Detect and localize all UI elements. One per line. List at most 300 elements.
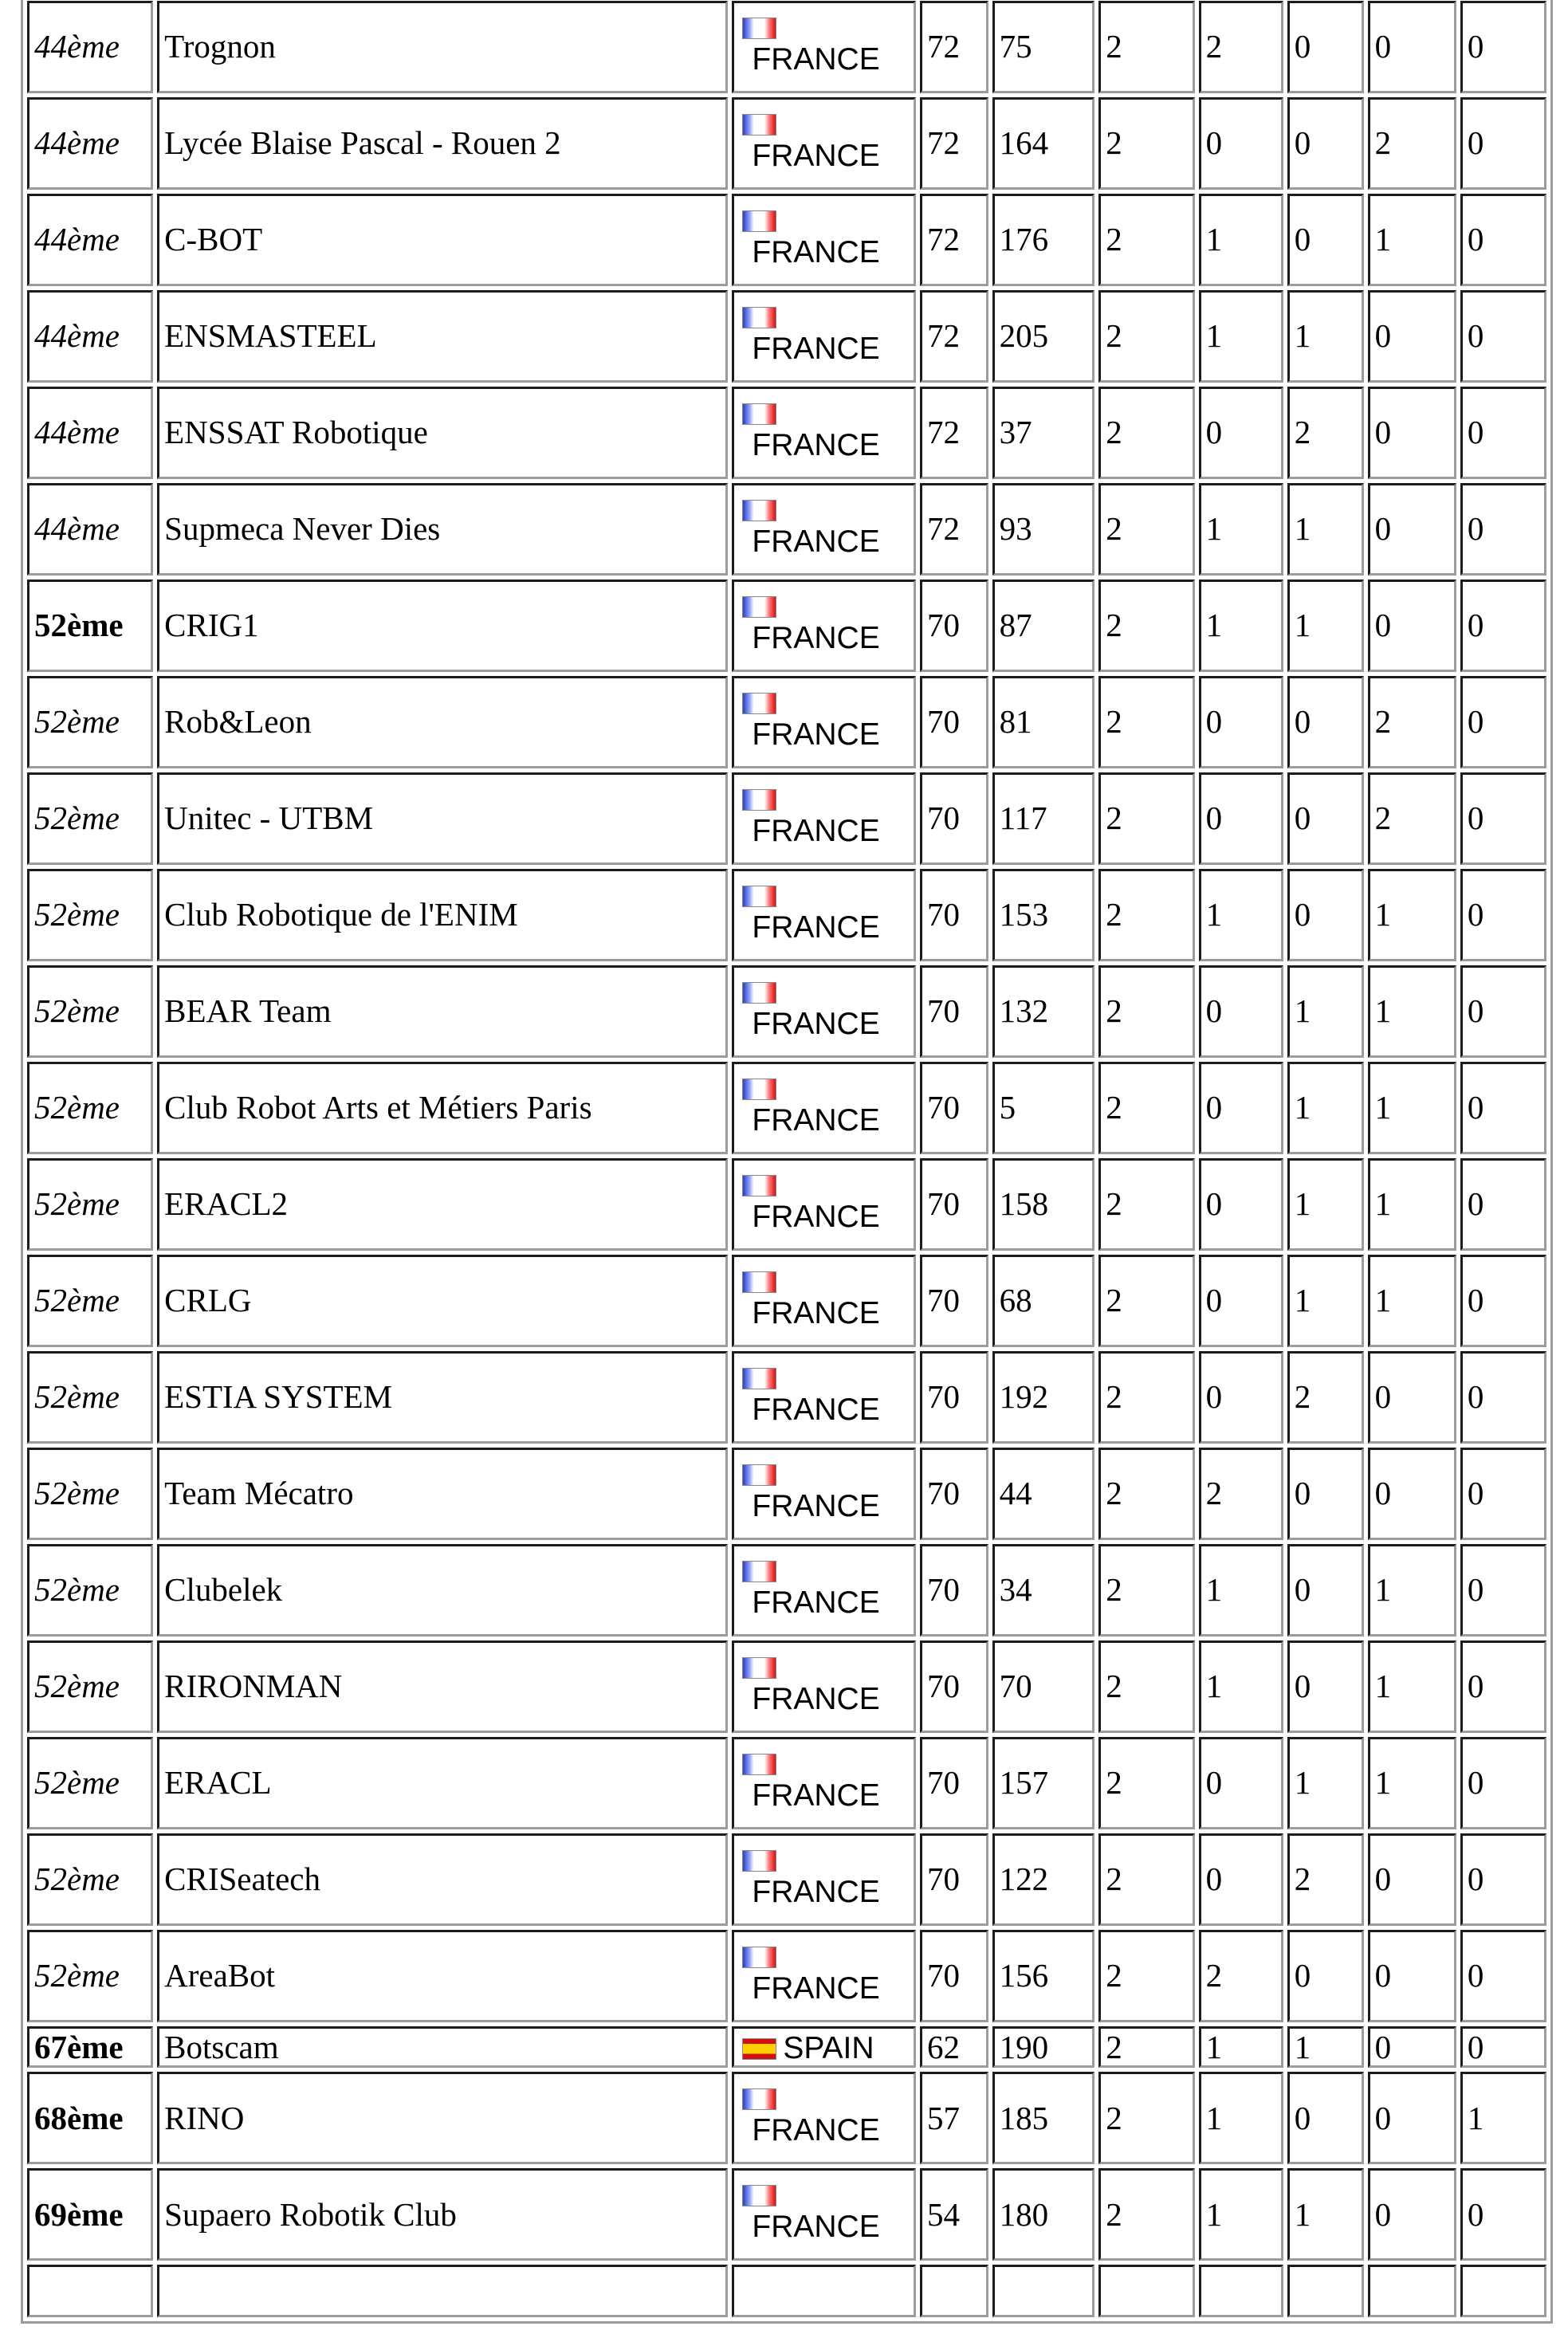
country-cell bbox=[732, 1062, 916, 1154]
table-row bbox=[27, 1255, 1546, 1347]
stat-c5-cell: 0 bbox=[1460, 1737, 1546, 1829]
points-cell: 70 bbox=[920, 772, 988, 865]
france-flag-icon bbox=[742, 886, 776, 907]
points-cell: 72 bbox=[920, 483, 988, 576]
stat-c4-cell: 0 bbox=[1368, 580, 1456, 672]
stat-c3-cell: 0 bbox=[1287, 2072, 1364, 2164]
rank-cell: 52ème bbox=[27, 1062, 153, 1154]
france-flag-icon bbox=[742, 1561, 776, 1582]
team-name-cell: CRIG1 bbox=[157, 580, 728, 672]
stat-c2-cell: 0 bbox=[1199, 387, 1283, 479]
table-row bbox=[27, 1062, 1546, 1154]
table-row bbox=[27, 2265, 1546, 2317]
stat-c5-cell: 0 bbox=[1460, 1930, 1546, 2022]
stat-c4-cell: 1 bbox=[1368, 1062, 1456, 1154]
points-cell: 70 bbox=[920, 1640, 988, 1733]
country-cell bbox=[732, 1158, 916, 1251]
team-name-cell: C-BOT bbox=[157, 194, 728, 286]
stat-c1-cell: 2 bbox=[1098, 2072, 1194, 2164]
stat-c5-cell: 1 bbox=[1460, 2072, 1546, 2164]
stat-c4-cell: 0 bbox=[1368, 483, 1456, 576]
stat-c1-cell: 2 bbox=[1098, 1930, 1194, 2022]
table-row bbox=[27, 676, 1546, 768]
team-name-cell: ERACL bbox=[157, 1737, 728, 1829]
stat-c4-cell: 0 bbox=[1368, 1833, 1456, 1926]
stat-c3-cell: 0 bbox=[1287, 1640, 1364, 1733]
team-number-cell: 122 bbox=[992, 1833, 1095, 1926]
stat-c4-cell: 1 bbox=[1368, 1640, 1456, 1733]
stat-c5-cell: 0 bbox=[1460, 772, 1546, 865]
stat-c4-cell: 1 bbox=[1368, 965, 1456, 1058]
points-cell: 72 bbox=[920, 290, 988, 383]
team-name-cell: RIRONMAN bbox=[157, 1640, 728, 1733]
points-cell: 70 bbox=[920, 1833, 988, 1926]
table-row bbox=[27, 387, 1546, 479]
stat-c5-cell: 0 bbox=[1460, 97, 1546, 190]
france-flag-icon bbox=[742, 1850, 776, 1872]
rank-cell: 52ème bbox=[27, 1255, 153, 1347]
stat-c2-cell: 0 bbox=[1199, 1255, 1283, 1347]
france-flag-icon bbox=[742, 1464, 776, 1486]
stat-c1-cell: 2 bbox=[1098, 290, 1194, 383]
country-cell bbox=[732, 965, 916, 1058]
stat-c1-cell: 2 bbox=[1098, 483, 1194, 576]
stat-c1-cell: 2 bbox=[1098, 1448, 1194, 1540]
stat-c3-cell: 1 bbox=[1287, 1062, 1364, 1154]
stat-c4-cell: 0 bbox=[1368, 2026, 1456, 2068]
stat-c5-cell: 0 bbox=[1460, 1, 1546, 93]
france-flag-icon bbox=[742, 1079, 776, 1100]
stat-c3-cell: 0 bbox=[1287, 194, 1364, 286]
country-cell bbox=[732, 1833, 916, 1926]
stat-c5-cell: 0 bbox=[1460, 387, 1546, 479]
stat-c5-cell: 0 bbox=[1460, 2168, 1546, 2261]
stat-c1-cell: 2 bbox=[1098, 1062, 1194, 1154]
stat-c3-cell: 1 bbox=[1287, 965, 1364, 1058]
team-name-cell: ENSMASTEEL bbox=[157, 290, 728, 383]
table-row bbox=[27, 290, 1546, 383]
stat-c5-cell: 0 bbox=[1460, 1640, 1546, 1733]
rank-cell: 52ème bbox=[27, 1640, 153, 1733]
team-number-cell: 190 bbox=[992, 2026, 1095, 2068]
team-name-cell: Team Mécatro bbox=[157, 1448, 728, 1540]
stat-c3-cell: 1 bbox=[1287, 580, 1364, 672]
team-number-cell: 205 bbox=[992, 290, 1095, 383]
country-name: SPAIN bbox=[783, 2031, 874, 2066]
team-number-cell: 81 bbox=[992, 676, 1095, 768]
stat-c3-cell: 1 bbox=[1287, 2026, 1364, 2068]
points-cell: 72 bbox=[920, 387, 988, 479]
rank-cell: 44ème bbox=[27, 1, 153, 93]
stat-c2-cell: 1 bbox=[1199, 2026, 1283, 2068]
points-cell: 70 bbox=[920, 1737, 988, 1829]
stat-c1-cell: 2 bbox=[1098, 676, 1194, 768]
stat-c1-cell: 2 bbox=[1098, 97, 1194, 190]
table-row bbox=[27, 2072, 1546, 2164]
stat-c2-cell: 0 bbox=[1199, 676, 1283, 768]
points-cell: 70 bbox=[920, 1930, 988, 2022]
stat-c2-cell: 0 bbox=[1199, 965, 1283, 1058]
stat-c3-cell: 1 bbox=[1287, 1737, 1364, 1829]
table-row bbox=[27, 1544, 1546, 1637]
country-cell bbox=[732, 97, 916, 190]
stat-c1-cell: 2 bbox=[1098, 1833, 1194, 1926]
rank-cell: 68ème bbox=[27, 2072, 153, 2164]
stat-c1-cell: 2 bbox=[1098, 194, 1194, 286]
stat-c3-cell: 2 bbox=[1287, 387, 1364, 479]
france-flag-icon bbox=[742, 1175, 776, 1196]
stat-c2-cell: 0 bbox=[1199, 1158, 1283, 1251]
team-number-cell: 87 bbox=[992, 580, 1095, 672]
empty-cell bbox=[1199, 2265, 1283, 2317]
country-name: FRANCE bbox=[752, 428, 880, 463]
country-cell bbox=[732, 290, 916, 383]
empty-cell bbox=[27, 2265, 153, 2317]
team-number-cell: 156 bbox=[992, 1930, 1095, 2022]
stat-c2-cell: 0 bbox=[1199, 772, 1283, 865]
stat-c2-cell: 0 bbox=[1199, 97, 1283, 190]
points-cell: 70 bbox=[920, 1544, 988, 1637]
team-number-cell: 132 bbox=[992, 965, 1095, 1058]
stat-c4-cell: 0 bbox=[1368, 290, 1456, 383]
stat-c1-cell: 2 bbox=[1098, 869, 1194, 961]
rank-cell: 52ème bbox=[27, 1448, 153, 1540]
team-number-cell: 117 bbox=[992, 772, 1095, 865]
stat-c4-cell: 1 bbox=[1368, 1737, 1456, 1829]
rank-cell: 52ème bbox=[27, 580, 153, 672]
rank-cell: 52ème bbox=[27, 1351, 153, 1444]
points-cell: 70 bbox=[920, 1448, 988, 1540]
empty-cell bbox=[157, 2265, 728, 2317]
france-flag-icon bbox=[742, 1754, 776, 1775]
points-cell: 70 bbox=[920, 869, 988, 961]
country-cell bbox=[732, 869, 916, 961]
stat-c4-cell: 0 bbox=[1368, 387, 1456, 479]
stat-c3-cell: 0 bbox=[1287, 1, 1364, 93]
stat-c3-cell: 0 bbox=[1287, 1448, 1364, 1540]
table-row bbox=[27, 194, 1546, 286]
stat-c5-cell: 0 bbox=[1460, 194, 1546, 286]
stat-c3-cell: 0 bbox=[1287, 1544, 1364, 1637]
points-cell: 72 bbox=[920, 1, 988, 93]
stat-c5-cell: 0 bbox=[1460, 2026, 1546, 2068]
stat-c2-cell: 0 bbox=[1199, 1062, 1283, 1154]
team-number-cell: 157 bbox=[992, 1737, 1095, 1829]
table-row bbox=[27, 2168, 1546, 2261]
table-row bbox=[27, 1158, 1546, 1251]
empty-cell bbox=[732, 2265, 916, 2317]
points-cell: 70 bbox=[920, 965, 988, 1058]
stat-c4-cell: 0 bbox=[1368, 1448, 1456, 1540]
stat-c2-cell: 1 bbox=[1199, 2072, 1283, 2164]
country-name: FRANCE bbox=[752, 1971, 880, 2006]
stat-c1-cell: 2 bbox=[1098, 1158, 1194, 1251]
stat-c2-cell: 2 bbox=[1199, 1448, 1283, 1540]
stat-c2-cell: 0 bbox=[1199, 1737, 1283, 1829]
points-cell: 62 bbox=[920, 2026, 988, 2068]
country-cell bbox=[732, 1351, 916, 1444]
team-number-cell: 185 bbox=[992, 2072, 1095, 2164]
country-name: FRANCE bbox=[752, 1585, 880, 1621]
team-name-cell: RINO bbox=[157, 2072, 728, 2164]
team-number-cell: 5 bbox=[992, 1062, 1095, 1154]
country-cell bbox=[732, 2072, 916, 2164]
country-name: FRANCE bbox=[752, 2113, 880, 2148]
stat-c1-cell: 2 bbox=[1098, 1, 1194, 93]
team-number-cell: 180 bbox=[992, 2168, 1095, 2261]
country-name: FRANCE bbox=[752, 1489, 880, 1524]
stat-c5-cell: 0 bbox=[1460, 1448, 1546, 1540]
points-cell: 70 bbox=[920, 1255, 988, 1347]
country-name: FRANCE bbox=[752, 235, 880, 270]
stat-c2-cell: 1 bbox=[1199, 483, 1283, 576]
country-name: FRANCE bbox=[752, 332, 880, 367]
country-name: FRANCE bbox=[752, 1875, 880, 1910]
stat-c4-cell: 0 bbox=[1368, 1351, 1456, 1444]
table-row bbox=[27, 483, 1546, 576]
france-flag-icon bbox=[742, 789, 776, 811]
france-flag-icon bbox=[742, 403, 776, 425]
rank-cell: 52ème bbox=[27, 1930, 153, 2022]
stat-c1-cell: 2 bbox=[1098, 580, 1194, 672]
table-row bbox=[27, 97, 1546, 190]
team-name-cell: Rob&Leon bbox=[157, 676, 728, 768]
stat-c5-cell: 0 bbox=[1460, 965, 1546, 1058]
team-name-cell: Lycée Blaise Pascal - Rouen 2 bbox=[157, 97, 728, 190]
team-name-cell: Botscam bbox=[157, 2026, 728, 2068]
team-number-cell: 44 bbox=[992, 1448, 1095, 1540]
france-flag-icon bbox=[742, 1657, 776, 1679]
france-flag-icon bbox=[742, 1947, 776, 1968]
empty-cell bbox=[920, 2265, 988, 2317]
rank-cell: 44ème bbox=[27, 194, 153, 286]
country-name: FRANCE bbox=[752, 1296, 880, 1331]
stat-c2-cell: 1 bbox=[1199, 869, 1283, 961]
country-cell bbox=[732, 1640, 916, 1733]
country-name: FRANCE bbox=[752, 814, 880, 849]
points-cell: 70 bbox=[920, 580, 988, 672]
stat-c4-cell: 0 bbox=[1368, 2072, 1456, 2164]
team-number-cell: 34 bbox=[992, 1544, 1095, 1637]
stat-c3-cell: 2 bbox=[1287, 1351, 1364, 1444]
rank-cell: 52ème bbox=[27, 1737, 153, 1829]
table-row bbox=[27, 1, 1546, 93]
stat-c1-cell: 2 bbox=[1098, 772, 1194, 865]
stat-c2-cell: 0 bbox=[1199, 1351, 1283, 1444]
stat-c3-cell: 1 bbox=[1287, 290, 1364, 383]
table-row bbox=[27, 965, 1546, 1058]
rank-cell: 52ème bbox=[27, 1544, 153, 1637]
france-flag-icon bbox=[742, 210, 776, 232]
country-name: FRANCE bbox=[752, 139, 880, 174]
france-flag-icon bbox=[742, 1271, 776, 1293]
points-cell: 72 bbox=[920, 97, 988, 190]
stat-c4-cell: 1 bbox=[1368, 1544, 1456, 1637]
team-number-cell: 75 bbox=[992, 1, 1095, 93]
stat-c3-cell: 0 bbox=[1287, 676, 1364, 768]
stat-c5-cell: 0 bbox=[1460, 1158, 1546, 1251]
table-row bbox=[27, 772, 1546, 865]
stat-c3-cell: 0 bbox=[1287, 869, 1364, 961]
stat-c5-cell: 0 bbox=[1460, 676, 1546, 768]
stat-c3-cell: 0 bbox=[1287, 1930, 1364, 2022]
stat-c2-cell: 1 bbox=[1199, 2168, 1283, 2261]
stat-c5-cell: 0 bbox=[1460, 1351, 1546, 1444]
france-flag-icon bbox=[742, 18, 776, 39]
stat-c3-cell: 1 bbox=[1287, 1255, 1364, 1347]
table-row bbox=[27, 1640, 1546, 1733]
country-cell bbox=[732, 1448, 916, 1540]
stat-c2-cell: 0 bbox=[1199, 1833, 1283, 1926]
stat-c2-cell: 1 bbox=[1199, 194, 1283, 286]
team-name-cell: CRLG bbox=[157, 1255, 728, 1347]
country-cell bbox=[732, 1, 916, 93]
team-name-cell: CRISeatech bbox=[157, 1833, 728, 1926]
team-number-cell: 158 bbox=[992, 1158, 1095, 1251]
stat-c4-cell: 2 bbox=[1368, 772, 1456, 865]
country-cell bbox=[732, 580, 916, 672]
country-name: FRANCE bbox=[752, 717, 880, 752]
stat-c3-cell: 2 bbox=[1287, 1833, 1364, 1926]
stat-c4-cell: 1 bbox=[1368, 194, 1456, 286]
team-number-cell: 176 bbox=[992, 194, 1095, 286]
points-cell: 72 bbox=[920, 194, 988, 286]
table-row bbox=[27, 2026, 1546, 2068]
france-flag-icon bbox=[742, 1368, 776, 1389]
team-name-cell: ESTIA SYSTEM bbox=[157, 1351, 728, 1444]
rank-cell: 44ème bbox=[27, 290, 153, 383]
country-cell bbox=[732, 483, 916, 576]
team-number-cell: 164 bbox=[992, 97, 1095, 190]
points-cell: 70 bbox=[920, 1351, 988, 1444]
empty-cell bbox=[1368, 2265, 1456, 2317]
stat-c2-cell: 2 bbox=[1199, 1930, 1283, 2022]
stat-c1-cell: 2 bbox=[1098, 965, 1194, 1058]
country-name: FRANCE bbox=[752, 42, 880, 77]
empty-cell bbox=[1460, 2265, 1546, 2317]
stat-c2-cell: 1 bbox=[1199, 1544, 1283, 1637]
stat-c4-cell: 1 bbox=[1368, 1158, 1456, 1251]
stat-c3-cell: 1 bbox=[1287, 2168, 1364, 2261]
country-name: FRANCE bbox=[752, 1393, 880, 1428]
team-name-cell: Club Robotique de l'ENIM bbox=[157, 869, 728, 961]
team-number-cell: 37 bbox=[992, 387, 1095, 479]
team-name-cell: Clubelek bbox=[157, 1544, 728, 1637]
stat-c3-cell: 0 bbox=[1287, 97, 1364, 190]
stat-c2-cell: 2 bbox=[1199, 1, 1283, 93]
country-name: FRANCE bbox=[752, 1200, 880, 1235]
team-number-cell: 70 bbox=[992, 1640, 1095, 1733]
stat-c1-cell: 2 bbox=[1098, 2026, 1194, 2068]
team-name-cell: Supmeca Never Dies bbox=[157, 483, 728, 576]
country-cell bbox=[732, 676, 916, 768]
stat-c5-cell: 0 bbox=[1460, 1544, 1546, 1637]
points-cell: 70 bbox=[920, 676, 988, 768]
country-cell bbox=[732, 194, 916, 286]
team-name-cell: Supaero Robotik Club bbox=[157, 2168, 728, 2261]
rank-cell: 52ème bbox=[27, 676, 153, 768]
france-flag-icon bbox=[742, 982, 776, 1004]
team-name-cell: Trognon bbox=[157, 1, 728, 93]
team-name-cell: ENSSAT Robotique bbox=[157, 387, 728, 479]
stat-c4-cell: 0 bbox=[1368, 1, 1456, 93]
rank-cell: 67ème bbox=[27, 2026, 153, 2068]
stat-c5-cell: 0 bbox=[1460, 1833, 1546, 1926]
stat-c1-cell: 2 bbox=[1098, 1544, 1194, 1637]
stat-c3-cell: 1 bbox=[1287, 1158, 1364, 1251]
stat-c1-cell: 2 bbox=[1098, 1255, 1194, 1347]
table-row bbox=[27, 1737, 1546, 1829]
france-flag-icon bbox=[742, 693, 776, 714]
team-number-cell: 192 bbox=[992, 1351, 1095, 1444]
country-cell bbox=[732, 1737, 916, 1829]
empty-cell bbox=[1287, 2265, 1364, 2317]
country-name: FRANCE bbox=[752, 1682, 880, 1717]
stat-c1-cell: 2 bbox=[1098, 1640, 1194, 1733]
team-name-cell: BEAR Team bbox=[157, 965, 728, 1058]
stat-c1-cell: 2 bbox=[1098, 1351, 1194, 1444]
france-flag-icon bbox=[742, 2185, 776, 2206]
country-name: FRANCE bbox=[752, 621, 880, 656]
country-name: FRANCE bbox=[752, 2210, 880, 2245]
stat-c4-cell: 2 bbox=[1368, 676, 1456, 768]
country-cell bbox=[732, 2168, 916, 2261]
rank-cell: 44ème bbox=[27, 387, 153, 479]
table-row bbox=[27, 869, 1546, 961]
stat-c2-cell: 1 bbox=[1199, 580, 1283, 672]
rank-cell: 52ème bbox=[27, 1158, 153, 1251]
team-name-cell: Unitec - UTBM bbox=[157, 772, 728, 865]
rank-cell: 52ème bbox=[27, 1833, 153, 1926]
rank-cell: 52ème bbox=[27, 869, 153, 961]
table-row bbox=[27, 1351, 1546, 1444]
france-flag-icon bbox=[742, 2088, 776, 2110]
france-flag-icon bbox=[742, 114, 776, 136]
empty-cell bbox=[992, 2265, 1095, 2317]
rank-cell: 52ème bbox=[27, 772, 153, 865]
country-cell bbox=[732, 772, 916, 865]
rank-cell: 52ème bbox=[27, 965, 153, 1058]
table-row bbox=[27, 1930, 1546, 2022]
stat-c3-cell: 0 bbox=[1287, 772, 1364, 865]
points-cell: 70 bbox=[920, 1062, 988, 1154]
country-cell bbox=[732, 1255, 916, 1347]
rank-cell: 44ème bbox=[27, 483, 153, 576]
country-name: FRANCE bbox=[752, 910, 880, 945]
ranking-table-body bbox=[27, 1, 1546, 2317]
spain-flag-icon bbox=[742, 2038, 776, 2060]
country-cell bbox=[732, 2026, 916, 2068]
stat-c5-cell: 0 bbox=[1460, 580, 1546, 672]
country-cell bbox=[732, 1544, 916, 1637]
country-name: FRANCE bbox=[752, 1007, 880, 1042]
stat-c4-cell: 0 bbox=[1368, 1930, 1456, 2022]
team-name-cell: AreaBot bbox=[157, 1930, 728, 2022]
points-cell: 70 bbox=[920, 1158, 988, 1251]
stat-c4-cell: 1 bbox=[1368, 869, 1456, 961]
stat-c1-cell: 2 bbox=[1098, 2168, 1194, 2261]
country-cell bbox=[732, 1930, 916, 2022]
stat-c4-cell: 0 bbox=[1368, 2168, 1456, 2261]
country-name: FRANCE bbox=[752, 1103, 880, 1138]
rank-cell: 69ème bbox=[27, 2168, 153, 2261]
stat-c1-cell: 2 bbox=[1098, 387, 1194, 479]
stat-c2-cell: 1 bbox=[1199, 290, 1283, 383]
rank-cell: 44ème bbox=[27, 97, 153, 190]
stat-c1-cell: 2 bbox=[1098, 1737, 1194, 1829]
team-name-cell: Club Robot Arts et Métiers Paris bbox=[157, 1062, 728, 1154]
france-flag-icon bbox=[742, 500, 776, 521]
